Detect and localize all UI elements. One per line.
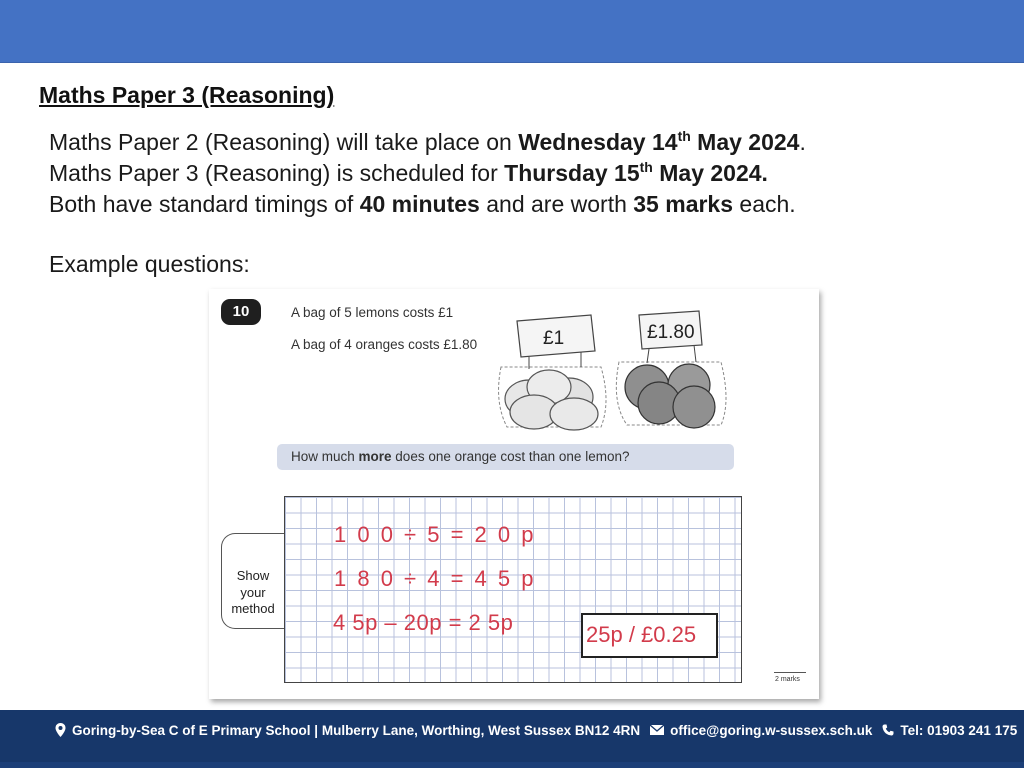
footer-contact [55,720,1017,740]
info-line-2: Maths Paper 3 (Reasoning) is scheduled for Thursday 15th May 2024. [49,159,768,186]
question-prompt: How much more does one orange cost than one lemon? [277,444,734,470]
footer-email[interactable]: office@goring.w-sussex.sch.uk [670,722,873,738]
page-title: Maths Paper 3 (Reasoning) [39,82,335,108]
info-line-1: Maths Paper 2 (Reasoning) will take place on Wednesday 14th May 2024. [49,128,806,155]
example-question-image [209,289,819,699]
footer-address: Goring-by-Sea C of E Primary School | Mulberry Lane, Worthing, West Sussex BN12 4RN [72,722,641,738]
question-line-lemons: A bag of 5 lemons costs £1 [291,305,454,320]
footer-phone: Tel: 01903 241 175 [900,722,1018,738]
question-line-oranges: A bag of 4 oranges costs £1.80 [291,337,478,352]
question-number-badge: 10 [221,299,261,325]
exam-info [49,127,806,220]
marks-divider [774,672,806,673]
working-line-2: 1 8 0 ÷ 4 = 4 5 p [334,566,536,591]
working-line-1: 1 0 0 ÷ 5 = 2 0 p [334,522,536,547]
top-banner [0,0,1024,63]
show-method-label: Show your method [231,568,275,616]
orange-price-tag: £1.80 [647,322,695,343]
answer-box: 25p / £0.25 [581,613,718,658]
working-line-3: 4 5p – 20p = 2 5p [333,610,514,635]
fruit-bags-illustration [489,307,729,432]
envelope-icon [650,725,664,735]
example-questions-label: Example questions: [49,251,250,277]
info-line-3: Both have standard timings of 40 minutes and are worth 35 marks each. [49,191,796,217]
orange-bag-icon [616,311,726,428]
phone-icon [882,724,894,736]
lemon-bag-icon [499,315,606,430]
lemon-price-tag: £1 [543,328,565,349]
footer-strip [0,762,1024,768]
location-pin-icon [55,723,66,737]
marks-label: 2 marks [775,676,800,683]
